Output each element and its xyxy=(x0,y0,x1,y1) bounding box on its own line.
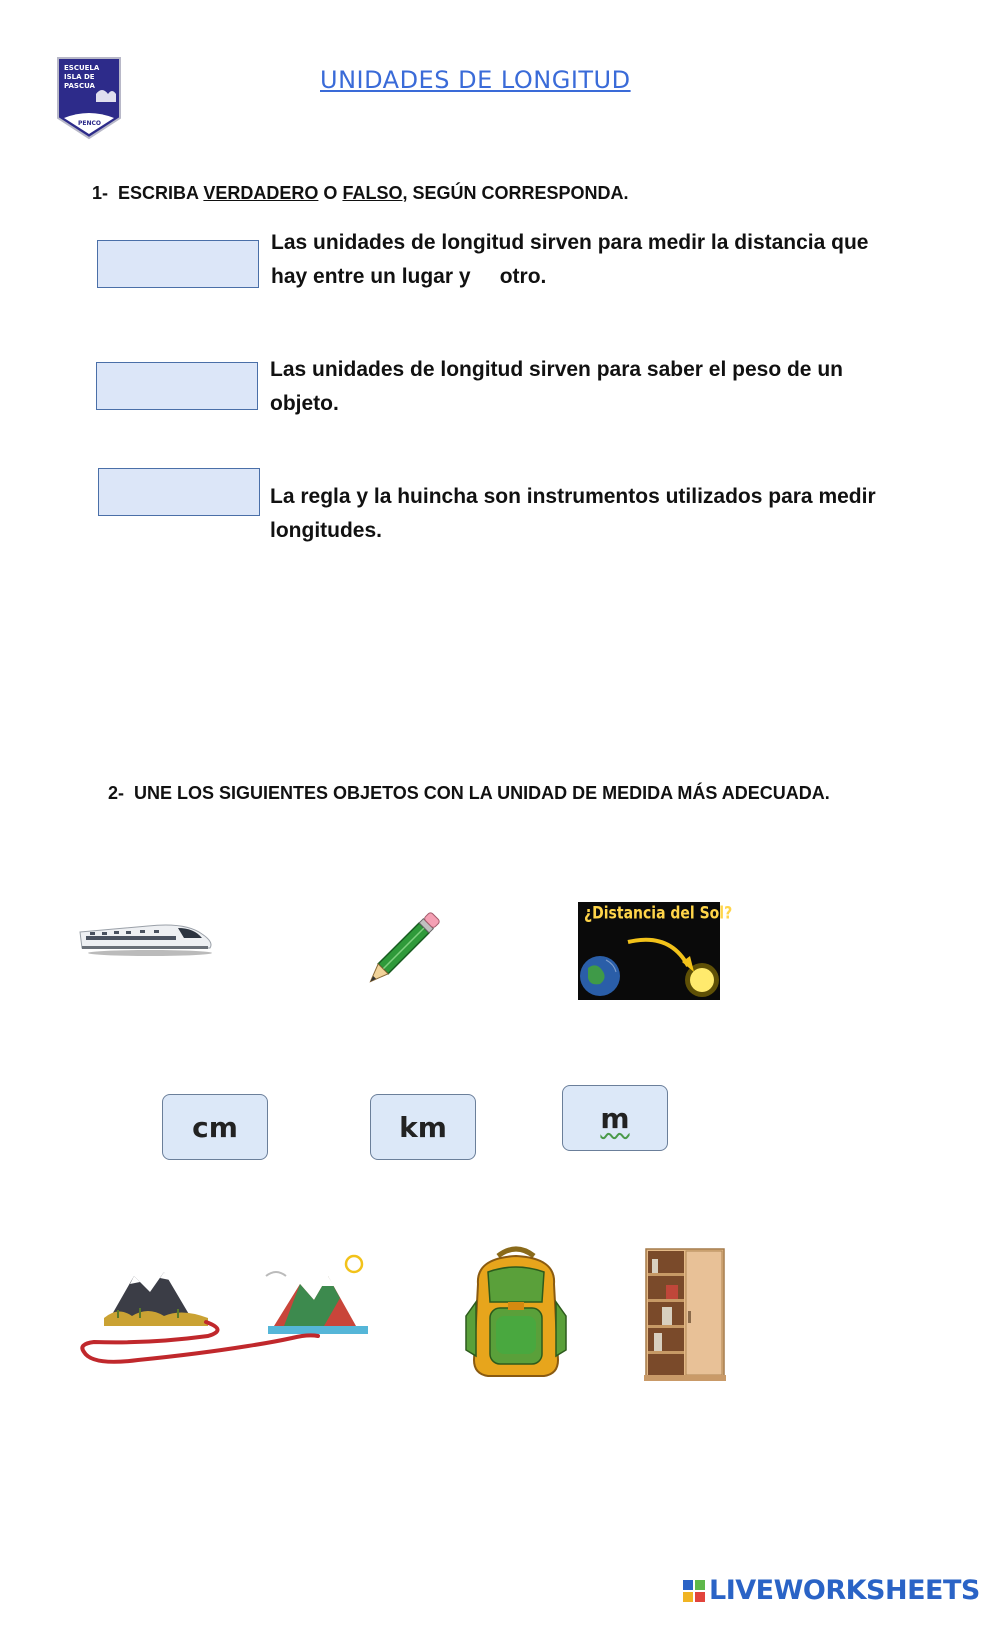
earth-sun-icon xyxy=(578,902,720,1000)
answer-box-2[interactable] xyxy=(96,362,258,410)
statement-1 xyxy=(271,226,921,294)
word-o: O xyxy=(323,183,338,203)
liveworksheets-brand[interactable] xyxy=(683,1575,980,1606)
question-2-text: UNE LOS SIGUIENTES OBJETOS CON LA UNIDAD DE MEDIDA MÁS ADECUADA. xyxy=(134,783,830,803)
liveworksheets-brand-text: LIVEWORKSHEETS xyxy=(709,1575,980,1606)
statement-3 xyxy=(270,480,920,548)
unit-cm-button[interactable]: cm xyxy=(162,1094,268,1160)
statement-3-line2: longitudes. xyxy=(270,519,382,542)
statement-1-line1: Las unidades de longitud sirven para medir la distancia que xyxy=(271,231,869,254)
school-logo-icon xyxy=(56,56,122,140)
question-1-heading xyxy=(92,183,629,204)
page-title: UNIDADES DE LONGITUD xyxy=(320,66,631,94)
question-2-number: 2- xyxy=(108,783,125,803)
question-1-suffix: , SEGÚN CORRESPONDA. xyxy=(402,183,629,203)
statement-3-line1: La regla y la huincha son instrumentos utilizados para medir xyxy=(270,485,876,508)
statement-2 xyxy=(270,353,920,421)
statement-1-line2: hay entre un lugar y otro. xyxy=(271,265,547,288)
sun-distance-caption: ¿Distancia del Sol? xyxy=(584,904,733,924)
word-verdadero: VERDADERO xyxy=(203,183,319,203)
train-icon[interactable] xyxy=(78,906,216,958)
logo-line3: PASCUA xyxy=(64,82,95,90)
question-1-number: 1- xyxy=(92,183,109,203)
unit-m-label: m xyxy=(600,1101,630,1135)
liveworksheets-logo-icon xyxy=(683,1580,705,1602)
question-2-heading xyxy=(108,783,830,804)
sun-distance-image[interactable] xyxy=(578,902,733,1000)
logo-bottom-text: PENCO xyxy=(78,120,102,127)
word-falso: FALSO xyxy=(342,183,403,203)
cupboard-icon[interactable] xyxy=(644,1247,726,1383)
question-1-prefix: ESCRIBA xyxy=(118,183,199,203)
logo-line2: ISLA DE xyxy=(64,73,95,81)
unit-km-button[interactable]: km xyxy=(370,1094,476,1160)
answer-box-3[interactable] xyxy=(98,468,260,516)
answer-box-1[interactable] xyxy=(97,240,259,288)
statement-2-line2: objeto. xyxy=(270,392,339,415)
pencil-icon[interactable] xyxy=(368,900,452,984)
road-between-places-icon[interactable] xyxy=(78,1246,374,1368)
logo-line1: ESCUELA xyxy=(64,64,100,72)
backpack-icon[interactable] xyxy=(462,1244,570,1382)
statement-2-line1: Las unidades de longitud sirven para saber el peso de un xyxy=(270,358,843,381)
unit-m-button[interactable] xyxy=(562,1085,668,1151)
